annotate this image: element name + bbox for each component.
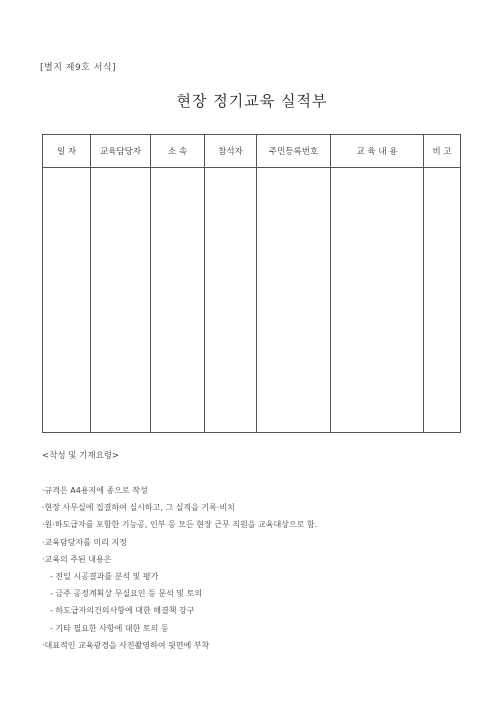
guide-sub-item: - 하도급자의건의사항에 대한 해결책 강구: [50, 606, 195, 616]
guide-item: ·원·하도급자를 포함한 기능공, 인부 등 모든 현장 근무 직원을 교육대상으로 함.: [42, 520, 318, 530]
guide-sub-item: - 전일 시공결과를 분석 및 평가: [50, 571, 159, 581]
guide-sub-item: - 금주 공정계획상 무실요인 등 문석 및 토의: [50, 589, 203, 599]
guide-item: ·현장 사무실에 집결하여 실시하고, 그 실적을 기록·비치: [42, 503, 235, 513]
table-row: [43, 168, 461, 433]
guide-sub-item: - 기타 필요한 사항에 대한 토의 등: [50, 623, 169, 633]
header-affiliation: 소 속: [151, 135, 205, 168]
guide-item: ·교육담당자를 미리 지정: [42, 537, 127, 547]
guide-heading: <작성 및 기재요령>: [42, 451, 120, 461]
table-header-row: [43, 135, 461, 168]
header-remarks: 비 고: [424, 135, 461, 168]
page-title: 현장 정기교육 실적부: [176, 92, 328, 110]
header-attendee: 참석자: [205, 135, 257, 168]
cell-resident-number[interactable]: [257, 168, 331, 433]
guide-item: ·규격은 A4용지에 종으로 작성: [42, 486, 148, 495]
guide-item: ·교육의 주된 내용은: [42, 554, 112, 564]
cell-instructor[interactable]: [91, 168, 151, 433]
cell-affiliation[interactable]: [151, 168, 205, 433]
cell-date[interactable]: [43, 168, 91, 433]
guide-item: ·대표적인 교육광경을 사진촬영하여 뒷면에 부착: [42, 640, 210, 650]
header-training-content: 교 육 내 용: [331, 135, 424, 168]
header-resident-number: 주민등록번호: [257, 135, 331, 168]
cell-attendee[interactable]: [205, 168, 257, 433]
header-date: 일 자: [43, 135, 91, 168]
form-number-label: [별지 제9호 서식]: [40, 63, 117, 73]
cell-training-content[interactable]: [331, 168, 424, 433]
training-record-table: [42, 134, 461, 433]
guide-list: [42, 482, 317, 654]
header-instructor: 교육담당자: [91, 135, 151, 168]
cell-remarks[interactable]: [424, 168, 461, 433]
